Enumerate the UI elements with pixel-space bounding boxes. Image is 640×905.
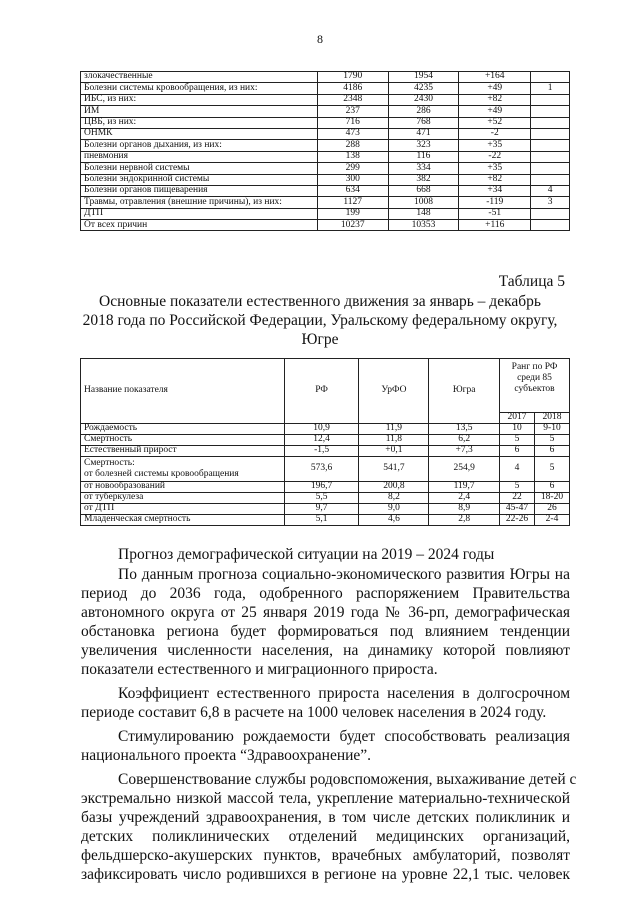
value-rank <box>531 128 570 139</box>
value-diff: -22 <box>459 151 531 162</box>
table-row <box>81 435 570 446</box>
value-2018: 668 <box>388 185 459 196</box>
rank-2017: 6 <box>500 446 535 457</box>
value-2018: 323 <box>388 140 459 151</box>
value-rank <box>531 106 570 117</box>
rank-2018: 6 <box>534 482 569 493</box>
value-yugra: 2,8 <box>429 515 500 526</box>
value-rank <box>531 220 570 231</box>
value-rf: 573,6 <box>284 457 359 482</box>
row-name: пневмония <box>81 151 318 162</box>
value-diff: +82 <box>459 94 531 105</box>
rank-2017: 22 <box>500 493 535 504</box>
value-urfo: 11,9 <box>359 424 429 435</box>
paragraph-line: национального проекта “Здравоохранение”. <box>81 747 372 764</box>
value-diff: +34 <box>459 185 531 196</box>
page-number: 8 <box>317 32 323 46</box>
value-2017: 716 <box>317 117 388 128</box>
table-row <box>81 493 570 504</box>
value-rank: 3 <box>531 197 570 208</box>
table-row <box>81 424 570 435</box>
row-name: Смертность <box>81 435 285 446</box>
value-urfo: 4,6 <box>359 515 429 526</box>
value-diff: +164 <box>459 72 531 83</box>
value-diff: +35 <box>459 163 531 174</box>
table-title-line: Основные показатели естественного движения за январь – декабрь <box>99 293 541 310</box>
row-name: Болезни системы кровообращения, из них: <box>81 83 318 94</box>
value-urfo: 200,8 <box>359 482 429 493</box>
value-2018: 148 <box>388 208 459 219</box>
paragraph-line: показатели естественного и миграционного прироста. <box>81 661 438 678</box>
table-title-line: Югре <box>301 331 339 348</box>
value-2017: 10237 <box>317 220 388 231</box>
table-row <box>81 140 570 151</box>
value-rf: 9,7 <box>284 504 359 515</box>
value-diff: -119 <box>459 197 531 208</box>
value-rank <box>531 72 570 83</box>
value-rank: 4 <box>531 185 570 196</box>
row-name-line: от болезней системы кровообращения <box>84 469 239 479</box>
row-name: Болезни эндокринной системы <box>81 174 318 185</box>
table-row <box>81 94 570 105</box>
rank-2018: 5 <box>534 435 569 446</box>
value-2018: 286 <box>388 106 459 117</box>
paragraph-line: фельдшерско-акушерских пунктов, врачебных амбулаторий, позволят <box>81 847 570 864</box>
table-row <box>81 504 570 515</box>
rank-2017: 5 <box>500 482 535 493</box>
table-row <box>81 72 570 83</box>
table-row <box>81 106 570 117</box>
value-rf: 5,5 <box>284 493 359 504</box>
row-name: ИМ <box>81 106 318 117</box>
row-name: ЦВБ, из них: <box>81 117 318 128</box>
value-yugra: 8,9 <box>429 504 500 515</box>
header-rank <box>500 359 570 413</box>
value-2018: 334 <box>388 163 459 174</box>
value-diff: +116 <box>459 220 531 231</box>
table-row <box>81 208 570 219</box>
value-2017: 634 <box>317 185 388 196</box>
row-name: от ДТП <box>81 504 285 515</box>
table-row <box>81 515 570 526</box>
table-label: Таблица 5 <box>498 273 565 290</box>
paragraph-line: период до 2036 года, одобренного распоряжением Правительства <box>81 585 570 602</box>
paragraph-line: обстановка региона будет формироваться под влиянием тенденции <box>81 623 570 640</box>
value-2018: 1954 <box>388 72 459 83</box>
value-yugra: 13,5 <box>429 424 500 435</box>
header-rf: РФ <box>284 359 359 424</box>
value-2017: 199 <box>317 208 388 219</box>
row-name: Естественный прирост <box>81 446 285 457</box>
value-2017: 288 <box>317 140 388 151</box>
value-diff: +35 <box>459 140 531 151</box>
row-name <box>81 457 285 482</box>
value-rank <box>531 208 570 219</box>
header-indicator-name: Название показателя <box>81 359 285 424</box>
table-row <box>81 163 570 174</box>
value-rank <box>531 151 570 162</box>
value-rank <box>531 174 570 185</box>
value-2018: 768 <box>388 117 459 128</box>
value-2017: 237 <box>317 106 388 117</box>
header-rank-line: Ранг по РФ <box>511 362 558 372</box>
table-row <box>81 446 570 457</box>
value-rf: 12,4 <box>284 435 359 446</box>
value-yugra: 254,9 <box>429 457 500 482</box>
rank-2018: 9-10 <box>534 424 569 435</box>
table-title <box>60 292 580 349</box>
value-2018: 116 <box>388 151 459 162</box>
row-name-line: Смертность: <box>84 457 135 468</box>
value-diff: +49 <box>459 83 531 94</box>
row-name: Болезни нервной системы <box>81 163 318 174</box>
value-2018: 4235 <box>388 83 459 94</box>
paragraph-line: Коэффициент естественного прироста населения в долгосрочном <box>118 685 570 702</box>
row-name: от туберкулеза <box>81 493 285 504</box>
header-rank-line: субъектов <box>514 383 555 394</box>
rank-2018: 26 <box>534 504 569 515</box>
value-rf: 5,1 <box>284 515 359 526</box>
value-2017: 4186 <box>317 83 388 94</box>
value-rf: 196,7 <box>284 482 359 493</box>
rank-2017: 22-26 <box>500 515 535 526</box>
value-2018: 471 <box>388 128 459 139</box>
value-urfo: 541,7 <box>359 457 429 482</box>
value-diff: +52 <box>459 117 531 128</box>
rank-2018: 18-20 <box>534 493 569 504</box>
table-row <box>81 128 570 139</box>
rank-2018: 2-4 <box>534 515 569 526</box>
paragraph-line: По данным прогноза социально-экономического развития Югры на <box>118 566 570 583</box>
row-name: ДТП <box>81 208 318 219</box>
section-heading: Прогноз демографической ситуации на 2019 – 2024 годы <box>118 546 495 563</box>
paragraph-line: автономного округа от 25 января 2019 года № 36-рп, демографическая <box>81 604 570 621</box>
table-row <box>81 220 570 231</box>
value-urfo: 11,8 <box>359 435 429 446</box>
value-rf: 10,9 <box>284 424 359 435</box>
rank-2017: 10 <box>500 424 535 435</box>
rank-2018: 5 <box>534 457 569 482</box>
value-urfo: 8,2 <box>359 493 429 504</box>
value-rank <box>531 140 570 151</box>
paragraph-line: Стимулированию рождаемости будет способствовать реализация <box>118 728 570 745</box>
value-yugra: 2,4 <box>429 493 500 504</box>
paragraph-line: зафиксировать число родившихся в регионе на уровне 22,1 тыс. человек <box>81 866 570 883</box>
value-2018: 1008 <box>388 197 459 208</box>
value-2017: 138 <box>317 151 388 162</box>
table-row <box>81 482 570 493</box>
table-row <box>81 117 570 128</box>
table-row <box>81 151 570 162</box>
rank-2017: 4 <box>500 457 535 482</box>
value-diff: -51 <box>459 208 531 219</box>
value-yugra: 119,7 <box>429 482 500 493</box>
row-name: ИБС, из них: <box>81 94 318 105</box>
value-2017: 1127 <box>317 197 388 208</box>
row-name: От всех причин <box>81 220 318 231</box>
header-urfo: УрФО <box>359 359 429 424</box>
row-name: злокачественные <box>81 72 318 83</box>
value-urfo: +0,1 <box>359 446 429 457</box>
value-2018: 2430 <box>388 94 459 105</box>
value-2017: 1790 <box>317 72 388 83</box>
row-name: Болезни органов дыхания, из них: <box>81 140 318 151</box>
value-2018: 382 <box>388 174 459 185</box>
header-year-2017: 2017 <box>500 413 535 424</box>
rank-2018: 6 <box>534 446 569 457</box>
value-rank <box>531 117 570 128</box>
paragraph-line: экстремально низкой массой тела, укрепление материально-технической <box>81 790 570 807</box>
rank-2017: 5 <box>500 435 535 446</box>
paragraph-line: базы учреждений здравоохранения, в том числе детских поликлиник и <box>81 809 570 826</box>
value-diff: +49 <box>459 106 531 117</box>
row-name: Младенческая смертность <box>81 515 285 526</box>
row-name: Болезни органов пищеварения <box>81 185 318 196</box>
table-row <box>81 457 570 482</box>
row-name: от новообразований <box>81 482 285 493</box>
value-rank: 1 <box>531 83 570 94</box>
value-yugra: +7,3 <box>429 446 500 457</box>
paragraph-line: увеличения численности населения, на динамику которой повлияют <box>81 642 570 659</box>
table-row <box>81 197 570 208</box>
value-rank <box>531 94 570 105</box>
mortality-causes-table <box>80 71 570 231</box>
value-2017: 300 <box>317 174 388 185</box>
value-rank <box>531 163 570 174</box>
row-name: Рождаемость <box>81 424 285 435</box>
value-diff: +82 <box>459 174 531 185</box>
value-2018: 10353 <box>388 220 459 231</box>
value-2017: 2348 <box>317 94 388 105</box>
value-rf: -1,5 <box>284 446 359 457</box>
table-row <box>81 185 570 196</box>
table-title-line: 2018 года по Российской Федерации, Уральскому федеральному округу, <box>82 312 558 329</box>
header-rank-line: среди 85 <box>517 372 552 383</box>
natural-movement-table <box>80 358 570 526</box>
paragraph-line: Совершенствование службы родовспоможения, выхаживание детей с <box>118 771 577 788</box>
table-row <box>81 174 570 185</box>
table-row <box>81 83 570 94</box>
value-urfo: 9,0 <box>359 504 429 515</box>
value-yugra: 6,2 <box>429 435 500 446</box>
header-year-2018: 2018 <box>534 413 569 424</box>
value-diff: -2 <box>459 128 531 139</box>
rank-2017: 45-47 <box>500 504 535 515</box>
row-name: ОНМК <box>81 128 318 139</box>
value-2017: 473 <box>317 128 388 139</box>
table-header-row <box>81 359 570 413</box>
paragraph-line: периоде составит 6,8 в расчете на 1000 человек населения в 2024 году. <box>81 704 547 721</box>
header-yugra: Югра <box>429 359 500 424</box>
row-name: Травмы, отравления (внешние причины), из них: <box>81 197 318 208</box>
value-2017: 299 <box>317 163 388 174</box>
paragraph-line: детских поликлинических отделений медицинских организаций, <box>81 828 570 845</box>
